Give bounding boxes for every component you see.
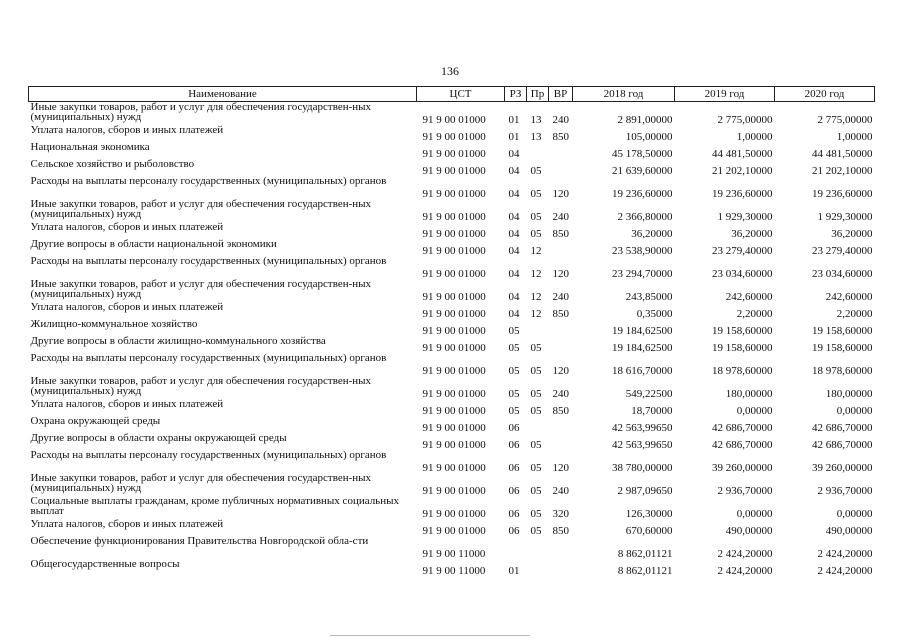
row-rz: 04 bbox=[508, 245, 520, 256]
row-cst: 91 9 00 01000 bbox=[422, 405, 486, 416]
table-row bbox=[29, 302, 875, 319]
row-2019: 42 686,70000 bbox=[712, 422, 773, 433]
row-name: Уплата налогов, сборов и иных платежей bbox=[30, 399, 224, 410]
row-cst: 91 9 00 01000 bbox=[422, 268, 486, 279]
row-2018: 243,85000 bbox=[625, 291, 673, 302]
row-pr: 05 bbox=[530, 365, 542, 376]
row-2018: 23 294,70000 bbox=[612, 268, 673, 279]
row-2020: 2 424,20000 bbox=[817, 565, 873, 576]
row-2018: 0,35000 bbox=[636, 308, 673, 319]
row-cst: 91 9 00 01000 bbox=[422, 188, 486, 199]
row-vr: 850 bbox=[552, 405, 569, 416]
table-row bbox=[29, 559, 875, 576]
table-row bbox=[29, 473, 875, 496]
row-2018: 45 178,50000 bbox=[612, 148, 673, 159]
row-2018: 18 616,70000 bbox=[612, 365, 673, 376]
row-name: Уплата налогов, сборов и иных платежей bbox=[30, 125, 224, 136]
row-vr: 120 bbox=[552, 462, 569, 473]
row-2019: 1,00000 bbox=[736, 131, 773, 142]
row-vr: 240 bbox=[552, 114, 569, 125]
row-2018: 19 236,60000 bbox=[612, 188, 673, 199]
row-2020: 180,00000 bbox=[825, 388, 873, 399]
header-name: Наименование bbox=[29, 87, 417, 102]
row-vr bbox=[549, 559, 573, 576]
scan-artifact bbox=[330, 635, 530, 636]
row-2019: 18 978,60000 bbox=[712, 365, 773, 376]
row-rz: 06 bbox=[508, 462, 520, 473]
row-2019: 2 936,70000 bbox=[717, 485, 773, 496]
row-2019: 21 202,10000 bbox=[712, 165, 773, 176]
row-2018: 105,00000 bbox=[625, 131, 673, 142]
row-2019: 23 034,60000 bbox=[712, 268, 773, 279]
row-pr: 12 bbox=[530, 291, 542, 302]
table-row bbox=[29, 125, 875, 142]
row-2020: 21 202,10000 bbox=[812, 165, 873, 176]
table-row bbox=[29, 450, 875, 473]
row-pr: 05 bbox=[530, 188, 542, 199]
row-2018: 2 891,00000 bbox=[617, 114, 673, 125]
header-rz: РЗ bbox=[505, 87, 527, 102]
row-name: Другие вопросы в области охраны окружающей среды bbox=[30, 433, 287, 444]
row-2018: 2 987,09650 bbox=[617, 485, 673, 496]
row-name: Иные закупки товаров, работ и услуг для обеспечения государствен-ных (муниципальных) нужд bbox=[30, 376, 372, 397]
row-2020: 1 929,30000 bbox=[817, 211, 873, 222]
table-row bbox=[29, 176, 875, 199]
row-cst: 91 9 00 01000 bbox=[422, 114, 486, 125]
row-2018: 36,20000 bbox=[631, 228, 673, 239]
row-vr: 850 bbox=[552, 308, 569, 319]
table-row bbox=[29, 279, 875, 302]
row-pr bbox=[527, 536, 549, 559]
row-rz: 05 bbox=[508, 388, 520, 399]
row-name: Жилищно-коммунальное хозяйство bbox=[30, 319, 198, 330]
header-2018: 2018 год bbox=[573, 87, 675, 102]
row-2019: 39 260,00000 bbox=[712, 462, 773, 473]
row-cst: 91 9 00 01000 bbox=[422, 342, 486, 353]
row-vr: 120 bbox=[552, 365, 569, 376]
row-2019: 2 424,20000 bbox=[717, 548, 773, 559]
row-2020: 0,00000 bbox=[836, 405, 873, 416]
row-rz: 04 bbox=[508, 268, 520, 279]
table-header bbox=[29, 87, 875, 102]
row-2019: 1 929,30000 bbox=[717, 211, 773, 222]
row-2020: 2 424,20000 bbox=[817, 548, 873, 559]
row-rz: 04 bbox=[508, 165, 520, 176]
row-2018: 38 780,00000 bbox=[612, 462, 673, 473]
row-2020: 2,20000 bbox=[836, 308, 873, 319]
row-vr: 240 bbox=[552, 485, 569, 496]
row-2020: 36,20000 bbox=[831, 228, 873, 239]
row-rz: 06 bbox=[508, 508, 520, 519]
row-vr: 850 bbox=[552, 228, 569, 239]
row-name: Другие вопросы в области национальной экономики bbox=[30, 239, 277, 250]
header-2019: 2019 год bbox=[675, 87, 775, 102]
row-2018: 19 184,62500 bbox=[612, 342, 673, 353]
row-cst: 91 9 00 01000 bbox=[422, 211, 486, 222]
table-row bbox=[29, 336, 875, 353]
row-name: Национальная экономика bbox=[30, 142, 150, 153]
row-2020: 0,00000 bbox=[836, 508, 873, 519]
row-rz: 01 bbox=[508, 131, 520, 142]
row-pr: 05 bbox=[530, 525, 542, 536]
row-pr: 05 bbox=[530, 462, 542, 473]
row-pr: 05 bbox=[530, 342, 542, 353]
row-vr: 850 bbox=[552, 131, 569, 142]
row-2018: 549,22500 bbox=[625, 388, 673, 399]
row-cst: 91 9 00 01000 bbox=[422, 245, 486, 256]
table-row bbox=[29, 496, 875, 519]
row-cst: 91 9 00 01000 bbox=[422, 525, 486, 536]
row-2018: 8 862,01121 bbox=[617, 565, 673, 576]
row-2020: 39 260,00000 bbox=[812, 462, 873, 473]
row-rz: 04 bbox=[508, 148, 520, 159]
row-cst: 91 9 00 01000 bbox=[422, 228, 486, 239]
row-name: Обеспечение функционирования Правительства Новгородской обла-сти bbox=[30, 536, 369, 547]
row-2020: 42 686,70000 bbox=[812, 422, 873, 433]
row-vr: 120 bbox=[552, 188, 569, 199]
row-2019: 19 236,60000 bbox=[712, 188, 773, 199]
table-row bbox=[29, 376, 875, 399]
row-2019: 0,00000 bbox=[736, 508, 773, 519]
table-row bbox=[29, 319, 875, 336]
table-row bbox=[29, 239, 875, 256]
row-pr bbox=[527, 319, 549, 336]
row-2020: 42 686,70000 bbox=[812, 439, 873, 450]
row-vr: 320 bbox=[552, 508, 569, 519]
row-rz: 06 bbox=[508, 525, 520, 536]
row-rz: 04 bbox=[508, 188, 520, 199]
row-2018: 42 563,99650 bbox=[612, 439, 673, 450]
table-body bbox=[29, 102, 875, 577]
header-pr: Пр bbox=[527, 87, 549, 102]
row-cst: 91 9 00 01000 bbox=[422, 365, 486, 376]
row-2020: 1,00000 bbox=[836, 131, 873, 142]
row-name: Сельское хозяйство и рыболовство bbox=[30, 159, 195, 170]
row-name: Социальные выплаты гражданам, кроме публичных нормативных социальных выплат bbox=[30, 496, 399, 517]
row-rz: 04 bbox=[508, 291, 520, 302]
row-2019: 36,20000 bbox=[731, 228, 773, 239]
row-name: Другие вопросы в области жилищно-коммунального хозяйства bbox=[30, 336, 326, 347]
row-vr: 120 bbox=[552, 268, 569, 279]
row-cst: 91 9 00 01000 bbox=[422, 325, 486, 336]
row-2020: 23 034,60000 bbox=[812, 268, 873, 279]
row-pr: 05 bbox=[530, 405, 542, 416]
row-vr: 240 bbox=[552, 388, 569, 399]
row-2019: 242,60000 bbox=[725, 291, 773, 302]
row-2018: 670,60000 bbox=[625, 525, 673, 536]
row-name: Уплата налогов, сборов и иных платежей bbox=[30, 519, 224, 530]
header-cst: ЦСТ bbox=[417, 87, 505, 102]
row-2018: 8 862,01121 bbox=[617, 548, 673, 559]
row-name: Иные закупки товаров, работ и услуг для обеспечения государствен-ных (муниципальных) нужд bbox=[30, 101, 372, 123]
row-pr: 05 bbox=[530, 211, 542, 222]
header-vr: ВР bbox=[549, 87, 573, 102]
row-2020: 18 978,60000 bbox=[812, 365, 873, 376]
table-row bbox=[29, 199, 875, 222]
row-cst: 91 9 00 11000 bbox=[422, 548, 486, 559]
row-2020: 44 481,50000 bbox=[812, 148, 873, 159]
row-cst: 91 9 00 01000 bbox=[422, 485, 486, 496]
table-row bbox=[29, 433, 875, 450]
row-2019: 42 686,70000 bbox=[712, 439, 773, 450]
row-name: Общегосударственные вопросы bbox=[30, 559, 180, 570]
row-vr bbox=[549, 142, 573, 159]
row-2019: 44 481,50000 bbox=[712, 148, 773, 159]
row-cst: 91 9 00 01000 bbox=[422, 508, 486, 519]
row-cst: 91 9 00 01000 bbox=[422, 422, 486, 433]
row-rz: 05 bbox=[508, 405, 520, 416]
row-pr: 05 bbox=[530, 439, 542, 450]
row-rz: 04 bbox=[508, 308, 520, 319]
row-rz: 06 bbox=[508, 485, 520, 496]
row-vr: 850 bbox=[552, 525, 569, 536]
row-pr: 05 bbox=[530, 165, 542, 176]
table-row bbox=[29, 142, 875, 159]
row-cst: 91 9 00 01000 bbox=[422, 131, 486, 142]
row-2020: 19 158,60000 bbox=[812, 325, 873, 336]
row-2019: 2 424,20000 bbox=[717, 565, 773, 576]
row-vr bbox=[549, 536, 573, 559]
row-name: Иные закупки товаров, работ и услуг для обеспечения государствен-ных (муниципальных) нужд bbox=[30, 279, 372, 300]
row-pr: 05 bbox=[530, 228, 542, 239]
row-rz: 05 bbox=[508, 342, 520, 353]
row-vr bbox=[549, 336, 573, 353]
row-2018: 2 366,80000 bbox=[617, 211, 673, 222]
row-cst: 91 9 00 01000 bbox=[422, 148, 486, 159]
row-pr bbox=[527, 142, 549, 159]
row-name: Уплата налогов, сборов и иных платежей bbox=[30, 222, 224, 233]
row-2020: 490,00000 bbox=[825, 525, 873, 536]
row-2020: 19 158,60000 bbox=[812, 342, 873, 353]
table-row bbox=[29, 536, 875, 559]
row-name: Расходы на выплаты персоналу государственных (муниципальных) органов bbox=[30, 176, 387, 187]
row-rz: 04 bbox=[508, 228, 520, 239]
row-name: Иные закупки товаров, работ и услуг для обеспечения государствен-ных (муниципальных) нужд bbox=[30, 199, 372, 220]
row-2020: 2 775,00000 bbox=[817, 114, 873, 125]
row-rz: 06 bbox=[508, 439, 520, 450]
row-2018: 23 538,90000 bbox=[612, 245, 673, 256]
table-row bbox=[29, 256, 875, 279]
row-rz: 01 bbox=[508, 565, 520, 576]
row-pr: 12 bbox=[530, 245, 542, 256]
row-pr: 13 bbox=[530, 114, 542, 125]
row-2019: 2 775,00000 bbox=[717, 114, 773, 125]
row-rz: 05 bbox=[508, 325, 520, 336]
row-rz: 06 bbox=[508, 422, 520, 433]
row-pr: 05 bbox=[530, 388, 542, 399]
row-2019: 2,20000 bbox=[736, 308, 773, 319]
row-2020: 23 279,40000 bbox=[812, 245, 873, 256]
row-vr bbox=[549, 433, 573, 450]
row-cst: 91 9 00 11000 bbox=[422, 565, 486, 576]
row-cst: 91 9 00 01000 bbox=[422, 439, 486, 450]
table-row bbox=[29, 519, 875, 536]
table-row bbox=[29, 416, 875, 433]
row-2019: 23 279,40000 bbox=[712, 245, 773, 256]
table-row bbox=[29, 399, 875, 416]
row-name: Охрана окружающей среды bbox=[30, 416, 161, 427]
row-name: Расходы на выплаты персоналу государственных (муниципальных) органов bbox=[30, 450, 387, 461]
row-2019: 19 158,60000 bbox=[712, 342, 773, 353]
row-2020: 242,60000 bbox=[825, 291, 873, 302]
row-pr bbox=[527, 416, 549, 433]
row-name: Уплата налогов, сборов и иных платежей bbox=[30, 302, 224, 313]
row-2018: 126,30000 bbox=[625, 508, 673, 519]
header-2020: 2020 год bbox=[775, 87, 875, 102]
row-cst: 91 9 00 01000 bbox=[422, 291, 486, 302]
row-2018: 18,70000 bbox=[631, 405, 673, 416]
row-pr: 05 bbox=[530, 485, 542, 496]
row-vr bbox=[549, 319, 573, 336]
row-rz: 04 bbox=[508, 211, 520, 222]
row-vr bbox=[549, 416, 573, 433]
row-2020: 19 236,60000 bbox=[812, 188, 873, 199]
page-number: 136 bbox=[441, 64, 459, 78]
row-vr: 240 bbox=[552, 211, 569, 222]
row-2018: 21 639,60000 bbox=[612, 165, 673, 176]
row-vr: 240 bbox=[552, 291, 569, 302]
row-pr: 05 bbox=[530, 508, 542, 519]
row-2019: 490,00000 bbox=[725, 525, 773, 536]
table-row bbox=[29, 353, 875, 376]
row-2018: 42 563,99650 bbox=[612, 422, 673, 433]
row-cst: 91 9 00 01000 bbox=[422, 462, 486, 473]
row-cst: 91 9 00 01000 bbox=[422, 165, 486, 176]
row-name: Иные закупки товаров, работ и услуг для обеспечения государствен-ных (муниципальных) нужд bbox=[30, 473, 372, 494]
row-vr bbox=[549, 159, 573, 176]
row-pr bbox=[527, 559, 549, 576]
row-vr bbox=[549, 239, 573, 256]
row-2019: 180,00000 bbox=[725, 388, 773, 399]
table-row bbox=[29, 159, 875, 176]
row-2018: 19 184,62500 bbox=[612, 325, 673, 336]
row-cst: 91 9 00 01000 bbox=[422, 388, 486, 399]
budget-table bbox=[28, 86, 875, 576]
row-name: Расходы на выплаты персоналу государственных (муниципальных) органов bbox=[30, 353, 387, 364]
row-pr: 12 bbox=[530, 308, 542, 319]
row-pr: 12 bbox=[530, 268, 542, 279]
table-row bbox=[29, 222, 875, 239]
row-2019: 0,00000 bbox=[736, 405, 773, 416]
row-cst: 91 9 00 01000 bbox=[422, 308, 486, 319]
table-row bbox=[29, 102, 875, 126]
row-2020: 2 936,70000 bbox=[817, 485, 873, 496]
row-name: Расходы на выплаты персоналу государственных (муниципальных) органов bbox=[30, 256, 387, 267]
row-pr: 13 bbox=[530, 131, 542, 142]
row-rz: 01 bbox=[508, 114, 520, 125]
row-2019: 19 158,60000 bbox=[712, 325, 773, 336]
row-rz: 05 bbox=[508, 365, 520, 376]
row-rz bbox=[505, 536, 527, 559]
